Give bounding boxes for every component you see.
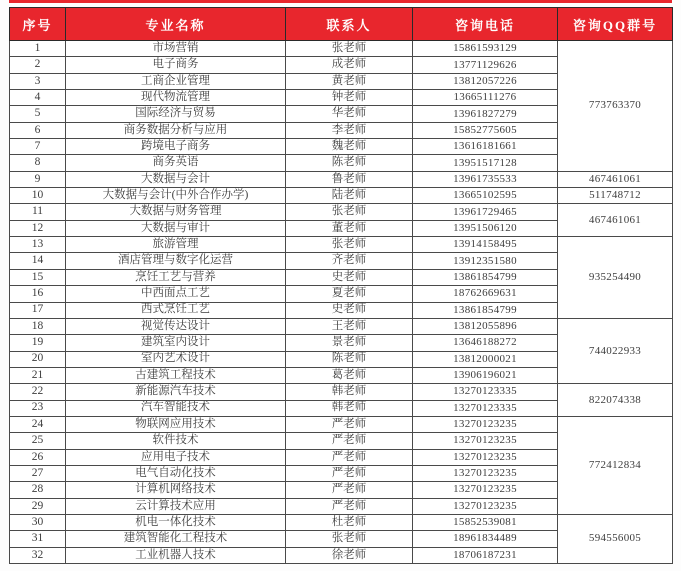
cell-phone: 15861593129 [413,41,558,57]
cell-no: 28 [10,482,66,498]
cell-major: 建筑智能化工程技术 [66,531,286,547]
cell-no: 2 [10,57,66,73]
cell-phone: 18706187231 [413,547,558,563]
header-contact: 联系人 [286,8,413,41]
cell-phone: 13812057226 [413,73,558,89]
cell-major: 大数据与审计 [66,220,286,236]
cell-major: 市场营销 [66,41,286,57]
cell-contact: 陈老师 [286,351,413,367]
cell-contact: 韩老师 [286,400,413,416]
cell-major: 电气自动化技术 [66,465,286,481]
cell-phone: 13912351580 [413,253,558,269]
cell-no: 19 [10,335,66,351]
cell-qq-group: 935254490 [558,237,673,319]
cell-contact: 张老师 [286,237,413,253]
cell-no: 13 [10,237,66,253]
cell-no: 10 [10,188,66,204]
cell-phone: 13961735533 [413,171,558,187]
table-body [10,41,673,564]
cell-contact: 鲁老师 [286,171,413,187]
cell-major: 旅游管理 [66,237,286,253]
cell-phone: 13270123235 [413,449,558,465]
cell-major: 云计算技术应用 [66,498,286,514]
cell-contact: 张老师 [286,41,413,57]
cell-phone: 18762669631 [413,286,558,302]
cell-contact: 陆老师 [286,188,413,204]
cell-phone: 13270123235 [413,498,558,514]
table-row [10,237,673,253]
cell-no: 11 [10,204,66,220]
cell-contact: 董老师 [286,220,413,236]
cell-no: 23 [10,400,66,416]
majors-contact-table [9,7,673,564]
cell-contact: 齐老师 [286,253,413,269]
cell-no: 31 [10,531,66,547]
table-header [10,8,673,41]
cell-contact: 葛老师 [286,367,413,383]
cell-no: 24 [10,416,66,432]
cell-major: 电子商务 [66,57,286,73]
cell-major: 机电一体化技术 [66,514,286,530]
cell-phone: 13270123235 [413,482,558,498]
cell-phone: 13914158495 [413,237,558,253]
cell-major: 现代物流管理 [66,90,286,106]
cell-contact: 王老师 [286,318,413,334]
cell-phone: 13906196021 [413,367,558,383]
cell-qq-group: 467461061 [558,171,673,187]
cell-major: 工商企业管理 [66,73,286,89]
cell-no: 15 [10,269,66,285]
cell-contact: 华老师 [286,106,413,122]
cell-no: 8 [10,155,66,171]
cell-no: 5 [10,106,66,122]
cell-phone: 13665111276 [413,90,558,106]
cell-phone: 13270123235 [413,433,558,449]
cell-contact: 严老师 [286,498,413,514]
cell-no: 18 [10,318,66,334]
cell-no: 14 [10,253,66,269]
cell-no: 20 [10,351,66,367]
header-major: 专业名称 [66,8,286,41]
cell-phone: 13270123335 [413,384,558,400]
header-qq: 咨询QQ群号 [558,8,673,41]
cell-major: 软件技术 [66,433,286,449]
cell-phone: 15852539081 [413,514,558,530]
cell-no: 9 [10,171,66,187]
cell-no: 27 [10,465,66,481]
cell-major: 大数据与会计(中外合作办学) [66,188,286,204]
cell-phone: 13771129626 [413,57,558,73]
table-row [10,384,673,400]
cell-contact: 史老师 [286,302,413,318]
cell-major: 工业机器人技术 [66,547,286,563]
cell-contact: 张老师 [286,204,413,220]
header-row [10,8,673,41]
cell-no: 30 [10,514,66,530]
cell-no: 32 [10,547,66,563]
cell-qq-group: 772412834 [558,416,673,514]
cell-phone: 13270123235 [413,416,558,432]
cell-contact: 史老师 [286,269,413,285]
cell-contact: 钟老师 [286,90,413,106]
table-row [10,514,673,530]
cell-phone: 15852775605 [413,122,558,138]
cell-phone: 13646188272 [413,335,558,351]
cell-contact: 夏老师 [286,286,413,302]
cell-contact: 徐老师 [286,547,413,563]
cell-major: 商务数据分析与应用 [66,122,286,138]
cell-contact: 严老师 [286,449,413,465]
cell-phone: 13270123235 [413,465,558,481]
cell-major: 建筑室内设计 [66,335,286,351]
table-row [10,318,673,334]
cell-no: 6 [10,122,66,138]
cell-phone: 13270123335 [413,400,558,416]
header-phone: 咨询电话 [413,8,558,41]
cell-major: 跨境电子商务 [66,139,286,155]
cell-phone: 13812055896 [413,318,558,334]
cell-major: 汽车智能技术 [66,400,286,416]
cell-major: 中西面点工艺 [66,286,286,302]
cell-major: 大数据与财务管理 [66,204,286,220]
cell-major: 西式烹饪工艺 [66,302,286,318]
cell-contact: 黄老师 [286,73,413,89]
top-red-strip [9,0,672,3]
cell-phone: 13861854799 [413,269,558,285]
cell-major: 应用电子技术 [66,449,286,465]
cell-phone: 13951506120 [413,220,558,236]
cell-no: 25 [10,433,66,449]
cell-phone: 13665102595 [413,188,558,204]
cell-no: 1 [10,41,66,57]
cell-no: 4 [10,90,66,106]
cell-phone: 18961834489 [413,531,558,547]
table-row [10,416,673,432]
cell-no: 26 [10,449,66,465]
cell-major: 室内艺术设计 [66,351,286,367]
cell-major: 烹饪工艺与营养 [66,269,286,285]
cell-phone: 13861854799 [413,302,558,318]
cell-qq-group: 773763370 [558,41,673,172]
cell-contact: 景老师 [286,335,413,351]
cell-contact: 魏老师 [286,139,413,155]
cell-major: 古建筑工程技术 [66,367,286,383]
cell-major: 酒店管理与数字化运营 [66,253,286,269]
cell-contact: 杜老师 [286,514,413,530]
cell-qq-group: 744022933 [558,318,673,383]
cell-major: 大数据与会计 [66,171,286,187]
header-no: 序号 [10,8,66,41]
cell-major: 视觉传达设计 [66,318,286,334]
cell-contact: 严老师 [286,482,413,498]
cell-major: 商务英语 [66,155,286,171]
cell-contact: 张老师 [286,531,413,547]
cell-contact: 成老师 [286,57,413,73]
cell-major: 新能源汽车技术 [66,384,286,400]
cell-no: 17 [10,302,66,318]
cell-qq-group: 467461061 [558,204,673,237]
cell-qq-group: 594556005 [558,514,673,563]
cell-phone: 13616181661 [413,139,558,155]
table-row [10,188,673,204]
cell-no: 12 [10,220,66,236]
table-row [10,204,673,220]
cell-phone: 13812000021 [413,351,558,367]
cell-no: 7 [10,139,66,155]
cell-major: 计算机网络技术 [66,482,286,498]
cell-major: 国际经济与贸易 [66,106,286,122]
cell-phone: 13961827279 [413,106,558,122]
cell-phone: 13951517128 [413,155,558,171]
cell-no: 29 [10,498,66,514]
table-row [10,171,673,187]
cell-contact: 严老师 [286,416,413,432]
cell-no: 21 [10,367,66,383]
cell-no: 22 [10,384,66,400]
cell-contact: 严老师 [286,465,413,481]
cell-qq-group: 511748712 [558,188,673,204]
cell-phone: 13961729465 [413,204,558,220]
cell-contact: 陈老师 [286,155,413,171]
cell-contact: 严老师 [286,433,413,449]
cell-contact: 韩老师 [286,384,413,400]
table-row [10,41,673,57]
cell-major: 物联网应用技术 [66,416,286,432]
cell-no: 16 [10,286,66,302]
cell-qq-group: 822074338 [558,384,673,417]
cell-contact: 李老师 [286,122,413,138]
cell-no: 3 [10,73,66,89]
